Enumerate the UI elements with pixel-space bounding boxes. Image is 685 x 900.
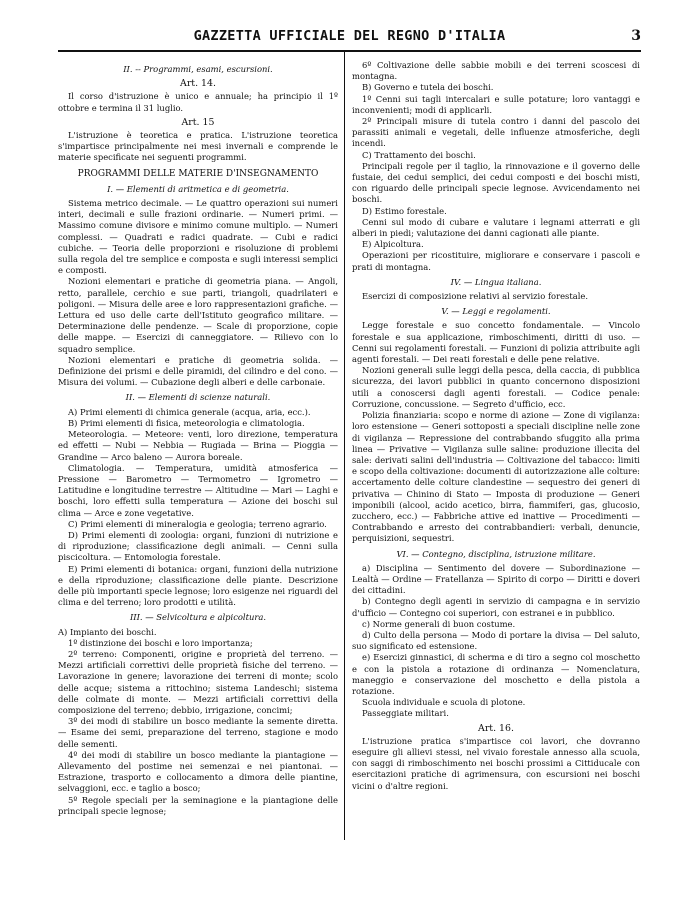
section-heading: IV. — Lingua italiana.	[450, 276, 542, 287]
paragraph: B) Primi elementi di fisica, meteorologia e climatologia.	[68, 417, 305, 428]
paragraph: L'istruzione è teoretica e pratica. L'istruzione teoretica s'impartisce principalmente nei mesi invernali e comprende le materie specificate nei seguenti programmi.	[58, 130, 338, 163]
paragraph: B) Governo e tutela dei boschi.	[362, 82, 494, 93]
article-heading: Art. 16.	[478, 722, 514, 734]
paragraph: c) Norme generali di buon costume.	[362, 618, 516, 629]
paragraph: Il corso d'istruzione è unico e annuale; ha principio il 1º ottobre e termina il 31 luglio.	[58, 91, 338, 113]
right-column	[352, 60, 640, 792]
paragraph: C) Trattamento dei boschi.	[362, 149, 476, 160]
section-heading: I. — Elementi di aritmetica e di geometria.	[107, 183, 289, 194]
paragraph: 5º Regole speciali per la seminagione e la piantagione delle principali specie legnose;	[58, 794, 338, 816]
paragraph: L'istruzione pratica s'impartisce coi lavori, che dovranno eseguire gli allievi stessi, nel vivaio forestale annesso alla scuola, con saggi di rimboschimento nei boschi prossimi a Cittiducale con esercitazioni pratiche di agrimensura, con escursioni nei boschi vicini o d'altre regioni.	[352, 735, 640, 791]
section-heading: II. -- Programmi, esami, escursioni.	[123, 64, 273, 74]
paragraph: Legge forestale e suo concetto fondamentale. — Vincolo forestale e sua applicazione, rimboschimenti, diritti di uso. — Cenni sui regolamenti forestali. — Funzioni di polizia attribuite agli agenti forestali. — Dei reati forestali e delle pene relative.	[352, 320, 640, 365]
paragraph: A) Impianto dei boschi.	[58, 626, 157, 637]
paragraph: d) Culto della persona — Modo di portare la divisa — Del saluto, suo significato ed estensione.	[352, 629, 640, 652]
paragraph: Operazioni per ricostituire, migliorare e conservare i pascoli e prati di montagna.	[352, 250, 640, 272]
paragraph: 2º Principali misure di tutela contro i danni del pascolo dei parassiti animali e vegetali, delle influenze atmosferiche, degli incendi.	[352, 116, 640, 149]
paragraph: Polizia finanziaria: scopo e norme di azione — Zone di vigilanza: loro estensione — Generi sottoposti a speciali discipline nelle zone di vigilanza — Repressione del contrabbando sfuggito alla prima linea — Privative — Vigilanza sulle saline: produzione illecita del sale: derivati salini dell'industria — Coltivazione del tabacco: limiti e scopo della coltivazione: documenti di autorizzazione alle colture: accertamento delle colture clandestine — sequestro dei generi di privativa — Chinino di Stato — Imposta di produzione — Generi imponibili (alcool, acido acetico, birra, fiammiferi, gas, glucosio, zucchero, ecc.) — Fabbriche attive ed inattive — Procedimenti — Contrabbando e arresto dei contrabbandieri: verbali, denuncie, perquisizioni, sequestri.	[352, 410, 640, 544]
section-heading: VI. — Contegno, disciplina, istruzione militare.	[396, 548, 596, 559]
section-heading: II. — Elementi di scienze naturali.	[125, 392, 271, 403]
gazette-title: GAZZETTA UFFICIALE DEL REGNO D'ITALIA	[193, 28, 506, 44]
paragraph: Esercizi di composizione relativi al servizio forestale.	[362, 291, 588, 302]
article-heading: Art. 14.	[180, 78, 216, 90]
paragraph: 3º dei modi di stabilire un bosco mediante la semente diretta. — Esame dei semi, preparazione del terreno, stagione e modo delle sementi.	[58, 716, 338, 749]
page-header	[58, 24, 641, 50]
header-rule	[58, 50, 641, 52]
paragraph: 1º Cenni sui tagli intercalari e sulle potature; loro vantaggi e inconvenienti; modi di applicarli.	[352, 93, 640, 115]
paragraph: Nozioni elementari e pratiche di geometria solida. — Definizione dei prismi e delle piramidi, del cilindro e del cono. — Misura dei volumi. — Cubazione degli alberi e delle carbonaie.	[58, 354, 338, 388]
section-heading: III. — Selvicoltura e alpicoltura.	[129, 612, 267, 623]
paragraph: Nozioni elementari e pratiche di geometria piana. — Angoli, retto, parallele, cerchio e sue parti, triangoli, quadrilateri e poligoni. — Misura delle aree e loro rappresentazioni grafiche. — Lettura ed uso delle carte dell'Istituto geografico militare. — Determinazione delle pendenze. — Scale di proporzione, copie delle mappe. — Esercizi di canneggiatore. — Rilievo con lo squadro semplice.	[58, 276, 338, 354]
paragraph: E) Alpicoltura.	[362, 239, 424, 250]
paragraph: D) Primi elementi di zoologia: organi, funzioni di nutrizione e di riproduzione; classificazione degli animali. — Cenni sulla piscicoltura. — Entomologia forestale.	[58, 529, 338, 563]
paragraph: Passeggiate militari.	[362, 708, 449, 719]
paragraph: Scuola individuale e scuola di plotone.	[362, 697, 526, 708]
paragraph: Sistema metrico decimale. — Le quattro operazioni sui numeri interi, decimali e sulle frazioni ordinarie. — Numeri primi. — Massimo comune divisore e minimo comune multiplo. — Numeri complessi. — Quadrati e radici quadrate. — Cubi e radici cubiche. — Teoria delle proporzioni e risoluzione di problemi sulla regola del tre semplice e composta e sugli interessi semplici e composti.	[58, 198, 338, 276]
paragraph: C) Primi elementi di mineralogia e geologia; terreno agrario.	[68, 518, 327, 529]
column-divider	[344, 52, 345, 840]
paragraph: 1º distinzione dei boschi e loro importanza;	[68, 637, 253, 648]
section-heading: V. — Leggi e regolamenti.	[441, 306, 551, 317]
paragraph: Nozioni generali sulle leggi della pesca, della caccia, di pubblica sicurezza, dei lavori pubblici in quanto concernono disposizioni utili a conoscersi dagli agenti forestali. — Codice penale: Corruzione, concussione. — Segreto d'ufficio, ecc.	[352, 365, 640, 409]
section-heading: PROGRAMMI DELLE MATERIE D'INSEGNAMENTO	[77, 168, 319, 179]
paragraph: b) Contegno degli agenti in servizio di campagna e in servizio d'ufficio — Contegno coi superiori, con estranei e in pubblico.	[352, 596, 640, 618]
paragraph: 2º terreno: Componenti, origine e proprietà del terreno. — Mezzi artificiali correttivi delle proprietà fisiche del terreno. — Lavorazione in genere; lavorazione dei terreni di monte; scolo delle acque; sistema a rittochino; sistema Landeschi; sistema delle colmate di monte. — Mezzi artificiali correttivi della composizione del terreno; debbio, irrigazione, concimi;	[58, 648, 338, 715]
paragraph: Climatologia. — Temperatura, umidità atmosferica — Pressione — Barometro — Termometro — Igrometro — Latitudine e longitudine terrestre — Altitudine — Mari — Laghi e boschi, loro effetti sulla temperatura — Azione dei boschi sul clima — Arce e zone vegetative.	[58, 462, 338, 518]
paragraph: 6º Coltivazione delle sabbie mobili e dei terreni scoscesi di montagna.	[352, 60, 640, 82]
paragraph: 4º dei modi di stabilire un bosco mediante la piantagione — Allevamento del postime nei semenzai e nei piantonai. — Estrazione, trasporto e collocamento a dimora delle piantine, selvaggioni, ecc. e taglio a bosco;	[58, 749, 338, 794]
paragraph: Cenni sul modo di cubare e valutare i legnami atterrati e gli alberi in piedi; valutazione dei danni cagionati alle piante.	[352, 216, 640, 239]
paragraph: Principali regole per il taglio, la rinnovazione e il governo delle fustaie, dei cedui semplici, dei cedui composti e dei boschi misti, con riguardo delle principali specie legnose. Avvicendamento nei boschi.	[352, 160, 640, 205]
left-column	[58, 60, 338, 817]
paragraph: A) Primi elementi di chimica generale (acqua, aria, ecc.).	[68, 406, 311, 417]
paragraph: Meteorologia. — Meteore: venti, loro direzione, temperatura ed effetti — Nubi — Nebbia — Rugiada — Brina — Pioggia — Grandine — Arco baleno — Aurora boreale.	[58, 429, 338, 462]
paragraph: a) Disciplina — Sentimento del dovere — Subordinazione — Lealtà — Ordine — Fratellanza — Spirito di corpo — Diritti e doveri dei cittadini.	[352, 562, 640, 596]
paragraph: D) Estimo forestale.	[362, 205, 447, 216]
article-heading: Art. 15	[181, 116, 215, 128]
paragraph: e) Esercizi ginnastici, di scherma e di tiro a segno col moschetto e con la pistola a rotazione di ordinanza — Nomenclatura, maneggio e conservazione del moschetto e della pistola a rotazione.	[352, 652, 640, 696]
paragraph: E) Primi elementi di botanica: organi, funzioni della nutrizione e della riproduzione; classificazione delle piante. Descrizione delle più importanti specie legnose; loro esigenze nei riguardi del clima e del terreno; loro prodotti e utilità.	[58, 563, 338, 608]
page-number: 3	[631, 28, 641, 44]
